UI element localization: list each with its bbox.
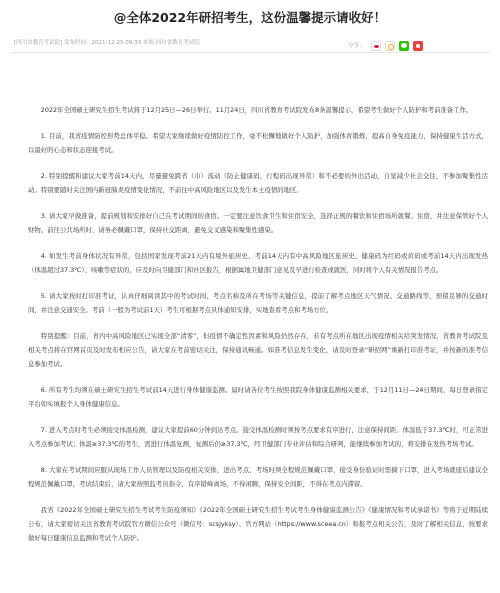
paragraph-intro: 2022年全国硕士研究生招生考试将于12月25日—26日举行。11月24日，四川省教育考试院发布8条温馨提示，希望考生做好个人防护和考前准备工作。 xyxy=(40,106,473,114)
article-title: @全体2022年研招考生，这份温馨提示请收好！ xyxy=(113,10,387,25)
paragraph-1: 1. 目前，我省疫情防控形势总体平稳。希望大家继续做好疫情防控工作，毫不松懈地做好个人防护，加强体育锻炼，提高自身免疫能力，保持健康生活方式，以最好的心态和状态迎接考试。 xyxy=(28,132,488,154)
paragraph-4: 4. 如发生考前身体状况有异常，包括国家发现考前21天内有境外旅居史、考前14天内有中高风险地区旅居史、健康码为红码或黄码或考前14天内出现发热（体温超过37.3℃）、咳嗽等症状的，应及时向卫健部门和社区报告，根据属地卫健部门意见及早进行检查或就医，同时将个人有关情况报告考点。 xyxy=(28,252,488,274)
share-label: 分享： xyxy=(348,43,365,49)
article-body xyxy=(28,53,488,545)
paragraph-5: 5. 请大家按时打印准考证，认真仔细阅读其中的考试时间、考点名称及所在考场等关键信息，提前了解考点地区天气情况、交通路线等，预留足够的交通时间，并注意交通安全。考前（一般为考试前1天）考生可根据考点具体通知安排，实地查看考点和考场方位。 xyxy=(28,292,488,314)
publish-info: [四川省教育考试院] 发布时间：2021-12-25 09:33 来源:四川省教育考试院 xyxy=(14,40,200,46)
paragraph-7: 7. 进入考点时考生必须接受体温检测，建议大家提前60分钟到达考点。接受体温检测时须按考点要求有序进行，注意保持间距。体温低于37.3℃时，可正常进入考点参加考试；体温≥37.3℃的考生，需进行体温复测，复测后仍≥37.3℃，经卫健部门专业评估和综合研判，能继续参加考试的，将安排在发热考场考试。 xyxy=(28,426,488,448)
weibo-share-icon[interactable] xyxy=(371,41,381,51)
more-share-icon[interactable] xyxy=(413,41,423,51)
qzone-share-icon[interactable] xyxy=(385,41,395,51)
article-meta-bar xyxy=(10,34,490,52)
wechat-share-icon[interactable] xyxy=(399,41,409,51)
paragraph-special-notice: 特别提醒：目前，省内中高风险地区已实现全部“清零”，但疫情不确定性因素和风险仍然存在，若有考点所在地区出现疫情相关给突发情况，省教育考试院及相关考点将在官网首页及时发布相应公告，请大家在考前密切关注，保持通讯畅通。如准考信息发生变化，请及时登录“研招网”重新打印准考证，并按新的准考信息参加考试。 xyxy=(28,332,488,368)
paragraph-3: 3. 请大家早做准备，提前规划和安排好自己在考试期间的食宿。一定要注意饮食卫生和住宿安全，选择正规的餐饮和住宿场所就餐、住宿，并注意保管好个人财物。前往公共场所时，请务必佩戴口罩，保持社交距离，避免交叉感染和聚集性感染。 xyxy=(28,212,488,234)
paragraph-6: 6. 所有考生均须在硕士研究生招生考试前14天进行身体健康监测。届时请各位考生按照我院身体健康监测相关要求，于12月11日—24日期间，每日登录指定平台如实填报个人身体健康信息。 xyxy=(28,386,488,408)
paragraph-closing: 我省《2022年全国硕士研究生招生考试考生防疫须知》《2022年全国硕士研究生招生考试考生身体健康监测公告》《健康情况和考试承诺书》等将于近期陆续公布，请大家密切关注省教育考试院官方微信公众号（微信号：scsjyksy）、官方网站（https://www.sceea.cn）和报考点相关公告，及时了解相关信息，按要求做好每日健康信息监测和考试个人防护。 xyxy=(28,506,488,542)
paragraph-2: 2. 特别提醒和建议大家考前14天内，尽量避免跨省（市）流动（防止健康码、行程码出现异常）和不必要的外出活动，自觉减少社会交往，不参加聚集性活动。特别要随时关注国内新冠肺炎疫情变化情况，不前往中高风险地区以及发生本土疫情的地区。 xyxy=(28,172,488,194)
paragraph-8: 8. 大家在考试期间应服从现场工作人员管理以及防疫相关安排，进出考点、考场时须全程规范佩戴口罩，接受身份验证时需摘下口罩，进入考场就座后建议全程规范佩戴口罩，考试结束后，请大家按照监考员指令，有序错峰离场，不得闲聊，保持安全间距，不得在考点内滞留。 xyxy=(28,466,488,488)
